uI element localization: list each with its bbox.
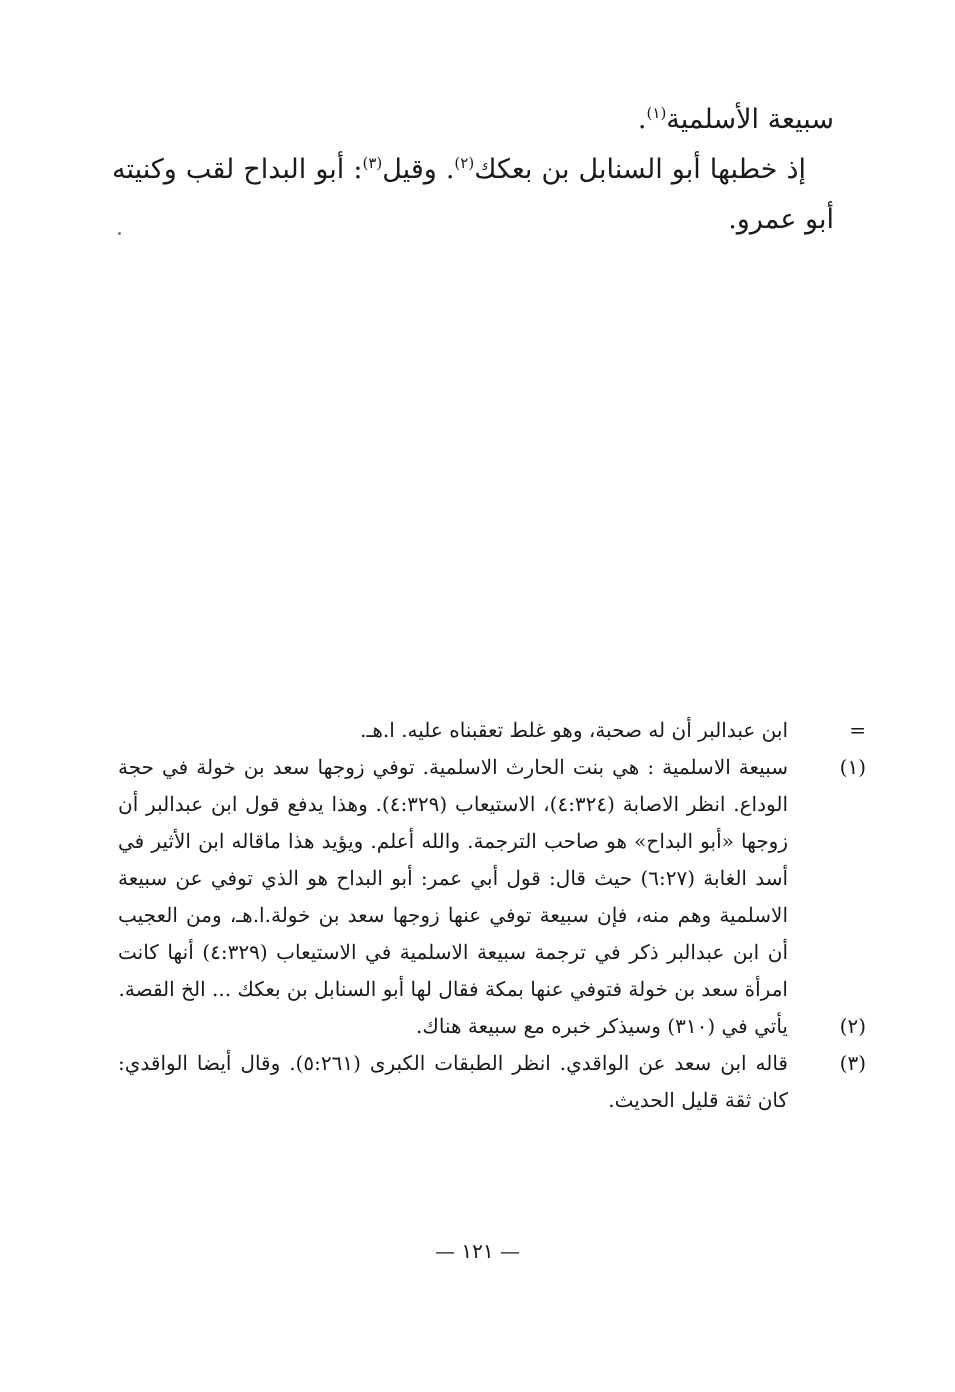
- footnote-continuation-text: ابن عبدالبر أن له صحبة، وهو غلط تعقبناه عليه. ا.هـ.: [360, 718, 788, 742]
- footnote-3-number: (٣): [839, 1051, 866, 1075]
- heading-end: .: [637, 104, 647, 135]
- footnote-continuation-marker: =: [849, 718, 866, 742]
- heading-line: [112, 95, 834, 145]
- footnote-1-number: (١): [839, 755, 866, 779]
- footnote-ref-2: (٢): [454, 154, 475, 172]
- main-paragraph: [112, 145, 834, 245]
- footnote-2-number: (٢): [839, 1014, 866, 1038]
- footnote-continuation: [118, 712, 866, 749]
- main-text: [112, 95, 834, 245]
- footnote-ref-3: (٣): [362, 154, 383, 172]
- paragraph-part-1: إذ خطبها أبو السنابل بن بعكك: [474, 154, 806, 185]
- paragraph-part-3: : أبو البداح لقب وكنيته أبو عمرو.: [112, 154, 834, 235]
- stray-mark: [118, 232, 121, 235]
- paragraph-part-2: . وقيل: [382, 154, 455, 185]
- footnote-3: [118, 1045, 866, 1119]
- footnote-1: [118, 749, 866, 1008]
- footnotes: [118, 712, 866, 1119]
- footnote-ref-1: (١): [646, 104, 667, 122]
- footnote-2-text: يأتي في (٣١٠) وسيذكر خبره مع سبيعة هناك.: [416, 1014, 788, 1038]
- page-number: — ١٢١ —: [435, 1239, 520, 1263]
- footnote-3-text: قاله ابن سعد عن الواقدي. انظر الطبقات الكبرى (٥:٢٦١). وقال أيضا الواقدي: كان ثقة قليل الحديث.: [118, 1051, 788, 1112]
- footnote-1-text: سبيعة الاسلمية : هي بنت الحارث الاسلمية. توفي زوجها سعد بن خولة في حجة الوداع. انظر الاصابة (٤:٣٢٤)، الاستيعاب (٤:٣٢٩). وهذا يدفع قول ابن عبدالبر أن زوجها «أبو البداح» هو صاحب الترجمة. والله أعلم. ويؤيد هذا ماقاله ابن الأثير في أسد الغابة (٦:٢٧) حيث قال: قول أبي عمر: أبو البداح هو الذي توفي عن سبيعة الاسلمية وهم منه، فإن سبيعة توفي عنها زوجها سعد بن خولة.ا.هـ، ومن العجيب أن ابن عبدالبر ذكر في ترجمة سبيعة الاسلمية في الاستيعاب (٤:٣٢٩) أنها كانت امرأة سعد بن خولة فتوفي عنها بمكة فقال لها أبو السنابل بن بعكك ... الخ القصة.: [118, 755, 789, 1001]
- footnote-2: [118, 1008, 866, 1045]
- heading-text: سبيعة الأسلمية: [666, 104, 834, 135]
